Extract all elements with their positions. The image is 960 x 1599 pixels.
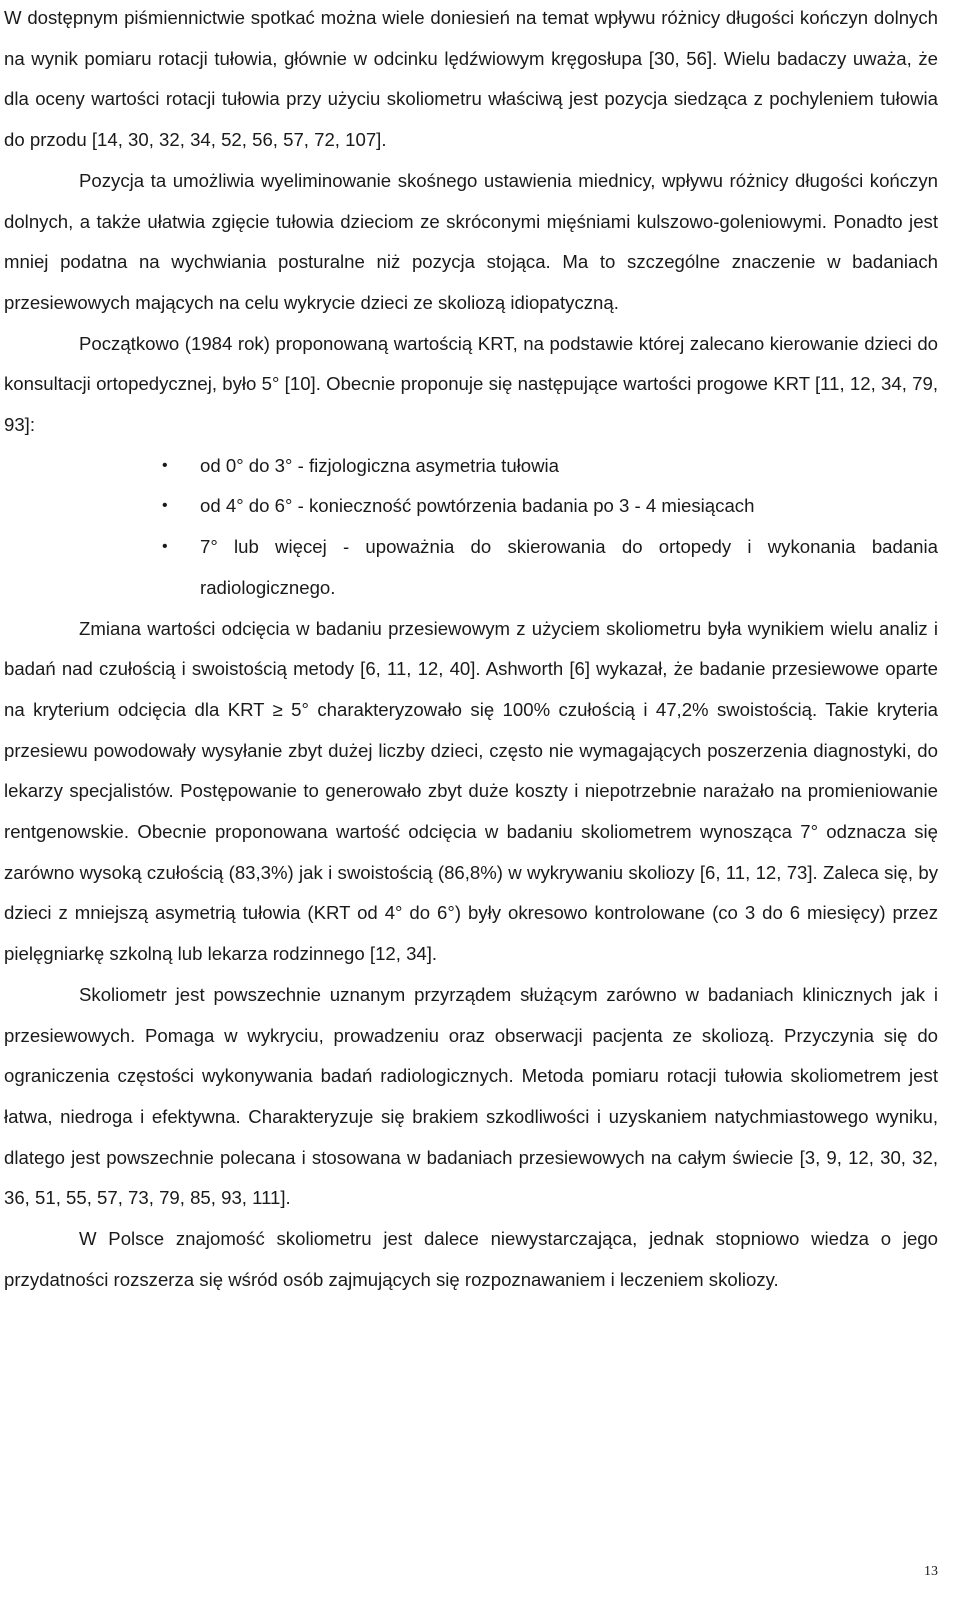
bullet-icon: • — [162, 538, 168, 556]
threshold-text: 7° lub więcej - upoważnia do skierowania do ortopedy i wykonania badania radiologicznego. — [200, 536, 938, 598]
document-page — [4, 0, 938, 1301]
threshold-text: od 0° do 3° - fizjologiczna asymetria tułowia — [200, 454, 560, 476]
list-item — [162, 446, 938, 487]
paragraph-cutoff-change: Zmiana wartości odcięcia w badaniu przesiewowym z użyciem skoliometru była wynikiem wielu analiz i badań nad czułością i swoistością metody [6, 11, 12, 40]. Ashworth [6] wykazał, że badanie przesiewowe oparte na kryterium odcięcia dla KRT ≥ 5° charakteryzowało się 100% czułością i 47,2% swoistością. Takie kryteria przesiewu powodowały wysyłanie zbyt dużej liczby dzieci, często nie wymagających poszerzenia diagnostyki, do lekarzy specjalistów. Postępowanie to generowało zbyt duże koszty i niepotrzebnie narażało na promieniowanie rentgenowskie. Obecnie proponowana wartość odcięcia w badaniu skoliometrem wynosząca 7° odznacza się zarówno wysoką czułością (83,3%) jak i swoistością (86,8%) w wykrywaniu skoliozy [6, 11, 12, 73]. Zaleca się, by dzieci z mniejszą asymetrią tułowia (KRT od 4° do 6°) były okresowo kontrolowane (co 3 do 6 miesięcy) przez pielęgniarkę szkolną lub lekarza rodzinnego [12, 34]. — [4, 617, 938, 965]
paragraph-poland: W Polsce znajomość skoliometru jest dalece niewystarczająca, jednak stopniowo wiedza o jego przydatności rozszerza się wśród osób zajmujących się rozpoznawaniem i leczeniem skoliozy. — [4, 1228, 938, 1290]
bullet-icon: • — [162, 497, 168, 515]
page-number: 13 — [924, 1564, 938, 1579]
paragraph-scoliometer-use: Skoliometr jest powszechnie uznanym przyrządem służącym zarówno w badaniach klinicznych jak i przesiewowych. Pomaga w wykryciu, prowadzeniu oraz obserwacji pacjenta ze skoliozą. Przyczynia się do ograniczenia częstości wykonywania badań radiologicznych. Metoda pomiaru rotacji tułowia skoliometrem jest łatwa, niedroga i efektywna. Charakteryzuje się brakiem szkodliwości i uzyskaniem natychmiastowego wyniku, dlatego jest powszechnie polecana i stosowana w badaniach przesiewowych na całym świecie [3, 9, 12, 30, 32, 36, 51, 55, 57, 73, 79, 85, 93, 111]. — [4, 983, 938, 1209]
paragraph-krt-thresholds-intro: Początkowo (1984 rok) proponowaną wartością KRT, na podstawie której zalecano kierowanie dzieci do konsultacji ortopedycznej, było 5° [10]. Obecnie proponuje się następujące wartości progowe KRT [11, 12, 34, 79, 93]: — [4, 332, 938, 436]
bullet-icon: • — [162, 456, 168, 474]
list-item — [162, 527, 938, 608]
paragraph-limb-length: W dostępnym piśmiennictwie spotkać można wiele doniesień na temat wpływu różnicy długości kończyn dolnych na wynik pomiaru rotacji tułowia, głównie w odcinku lędźwiowym kręgosłupa [30, 56]. Wielu badaczy uważa, że dla oceny wartości rotacji tułowia przy użyciu skoliometru właściwą jest pozycja siedząca z pochyleniem tułowia do przodu [14, 30, 32, 34, 52, 56, 57, 72, 107]. — [4, 7, 938, 151]
list-item — [162, 486, 938, 527]
threshold-list — [4, 446, 938, 609]
paragraph-sitting-position: Pozycja ta umożliwia wyeliminowanie skośnego ustawienia miednicy, wpływu różnicy długości kończyn dolnych, a także ułatwia zgięcie tułowia dzieciom ze skróconymi mięśniami kulszowo-goleniowymi. Ponadto jest mniej podatna na wychwiania posturalne niż pozycja stojąca. Ma to szczególne znaczenie w badaniach przesiewowych mających na celu wykrycie dzieci ze skoliozą idiopatyczną. — [4, 169, 938, 313]
threshold-text: od 4° do 6° - konieczność powtórzenia badania po 3 - 4 miesiącach — [200, 495, 755, 517]
